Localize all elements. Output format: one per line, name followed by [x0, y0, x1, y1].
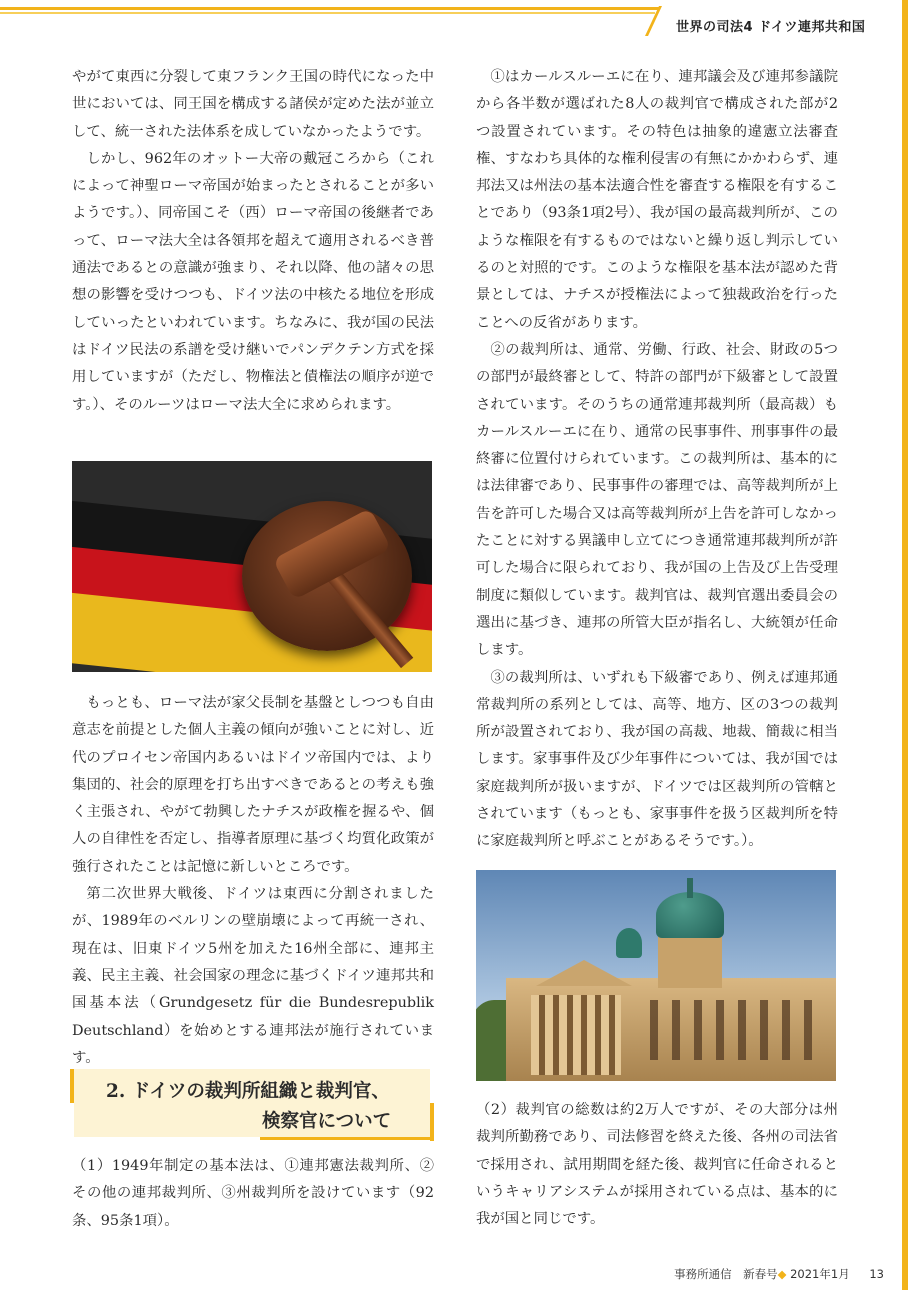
paragraph: 第二次世界大戦後、ドイツは東西に分割されましたが、1989年のベルリンの壁崩壊によって再統一され、現在は、旧東ドイツ5州を加えた16州全部に、連邦主義、民主主義、社会国家の理念に基づくドイツ連邦共和国基本法（Grundgesetz für die Bundesrepublik Deutschland）を始めとする連邦法が施行されています。 [72, 886, 434, 1066]
left-column-top [72, 64, 434, 419]
section-heading-underline [260, 1137, 434, 1140]
right-column-top [476, 64, 838, 856]
section-heading-bar [70, 1069, 74, 1103]
left-column-bottom [72, 1153, 434, 1235]
header-rule-thin [0, 12, 655, 14]
section-heading [70, 1069, 434, 1141]
paragraph: しかし、962年のオットー大帝の戴冠ころから（これによって神聖ローマ帝国が始まったとされることが多いようです。）、同帝国こそ（西）ローマ帝国の後継者であって、ローマ法大全は各領邦を超えて適用されるべき普通法であるとの意識が強まり、それ以降、他の諸々の思想の影響を受けつつも、ドイツ法の中核たる地位を形成していったといわれています。ちなみに、我が国の民法はドイツ民法の系譜を受け継いでパンデクテン方式を採用していますが（ただし、物権法と債権法の順序が逆です。）、そのルーツはローマ法大全に求められます。 [72, 150, 434, 413]
left-column-middle [72, 690, 434, 1072]
section-heading-bar [430, 1103, 434, 1141]
paragraph: ②の裁判所は、通常、労働、行政、社会、財政の5つの部門が最終審として、特許の部門が下級審として設置されています。そのうちの通常連邦裁判所（最高裁）もカールスルーエに在り、通常の民事事件、刑事事件の最終審に位置付けられています。この裁判所は、基本的には法律審であり、民事事件の審理では、高等裁判所が上告を許可した場合又は高等裁判所が上告を許可しなかったことに対する異議申し立てにつき通常連邦裁判所が許可した場合に限られており、我が国の上告及び上告受理制度に類似しています。裁判官は、裁判官選出委員会の選出に基づき、連邦の所管大臣が指名し、大統領が任命します。 [476, 341, 838, 659]
building-dome [656, 892, 724, 938]
dome-spire [687, 878, 693, 898]
footer-date: 2021年1月 [790, 1267, 850, 1281]
page-number: 13 [869, 1267, 884, 1281]
section-heading-line-2: 検察官について [262, 1111, 392, 1132]
paragraph: （1）1949年制定の基本法は、①連邦憲法裁判所、②その他の連邦裁判所、③州裁判所を設けています（92条、95条1項）。 [72, 1158, 434, 1229]
gavel-flag-photo [72, 461, 432, 672]
building-columns [531, 995, 621, 1075]
page-footer [674, 1266, 884, 1282]
paragraph: （2）裁判官の総数は約2万人ですが、その大部分は州裁判所勤務であり、司法修習を終えた後、各州の司法省で採用され、試用期間を経た後、裁判官に任命されるというキャリアシステムが採用されている点は、基本的に我が国と同じです。 [476, 1102, 838, 1228]
paragraph: やがて東西に分裂して東フランク王国の時代になった中世においては、同王国を構成する諸侯が定めた法が並立して、統一された法体系を成していなかったようです。 [72, 69, 434, 140]
running-header: 世界の司法4 ドイツ連邦共和国 [676, 20, 866, 35]
header-slant-mark [645, 6, 662, 36]
diamond-icon: ◆ [777, 1267, 787, 1281]
footer-publication: 事務所通信 新春号 [674, 1267, 778, 1281]
building-pediment [536, 960, 632, 986]
paragraph: もっとも、ローマ法が家父長制を基盤としつつも自由意志を前提とした個人主義の傾向が強いことに対し、近代のプロイセン帝国内あるいはドイツ帝国内では、より集団的、社会的原理を打ち出すべきであるとの考えも強く主張され、やがて勃興したナチスが政権を握るや、個人の自律性を否定し、指導者原理に基づく均質化政策が強行されたことは記憶に新しいところです。 [72, 695, 434, 875]
court-building-photo [476, 870, 836, 1081]
header-rule [0, 7, 660, 10]
building-windows [636, 1000, 826, 1060]
section-heading-line-1: 2. ドイツの裁判所組織と裁判官、 [106, 1081, 390, 1102]
paragraph: ③の裁判所は、いずれも下級審であり、例えば連邦通常裁判所の系列としては、高等、地方、区の3つの裁判所が設置されており、我が国の高裁、地裁、簡裁に相当します。家事事件及び少年事件については、我が国では家庭裁判所が扱いますが、ドイツでは区裁判所の管轄とされています（もっとも、家事事件を扱う区裁判所を特に家庭裁判所と呼ぶことがあるそうです。）。 [476, 669, 838, 850]
right-edge-bar [902, 0, 908, 1290]
paragraph: ①はカールスルーエに在り、連邦議会及び連邦参議院から各半数が選ばれた8人の裁判官で構成された部が2つ設置されています。その特色は抽象的違憲立法審査権、すなわち具体的な権利侵害の有無にかかわらず、連邦法又は州法の基本法適合性を審査する権限を有することであり（93条1項2号）、我が国の最高裁判所が、このような権限を有するものではないと繰り返し判示しているのと対照的です。このような権限を基本法が認めた背景としては、ナチスが授権法によって独裁政治を行ったことへの反省があります。 [476, 69, 838, 331]
small-dome [616, 928, 642, 958]
right-column-bottom [476, 1097, 838, 1233]
